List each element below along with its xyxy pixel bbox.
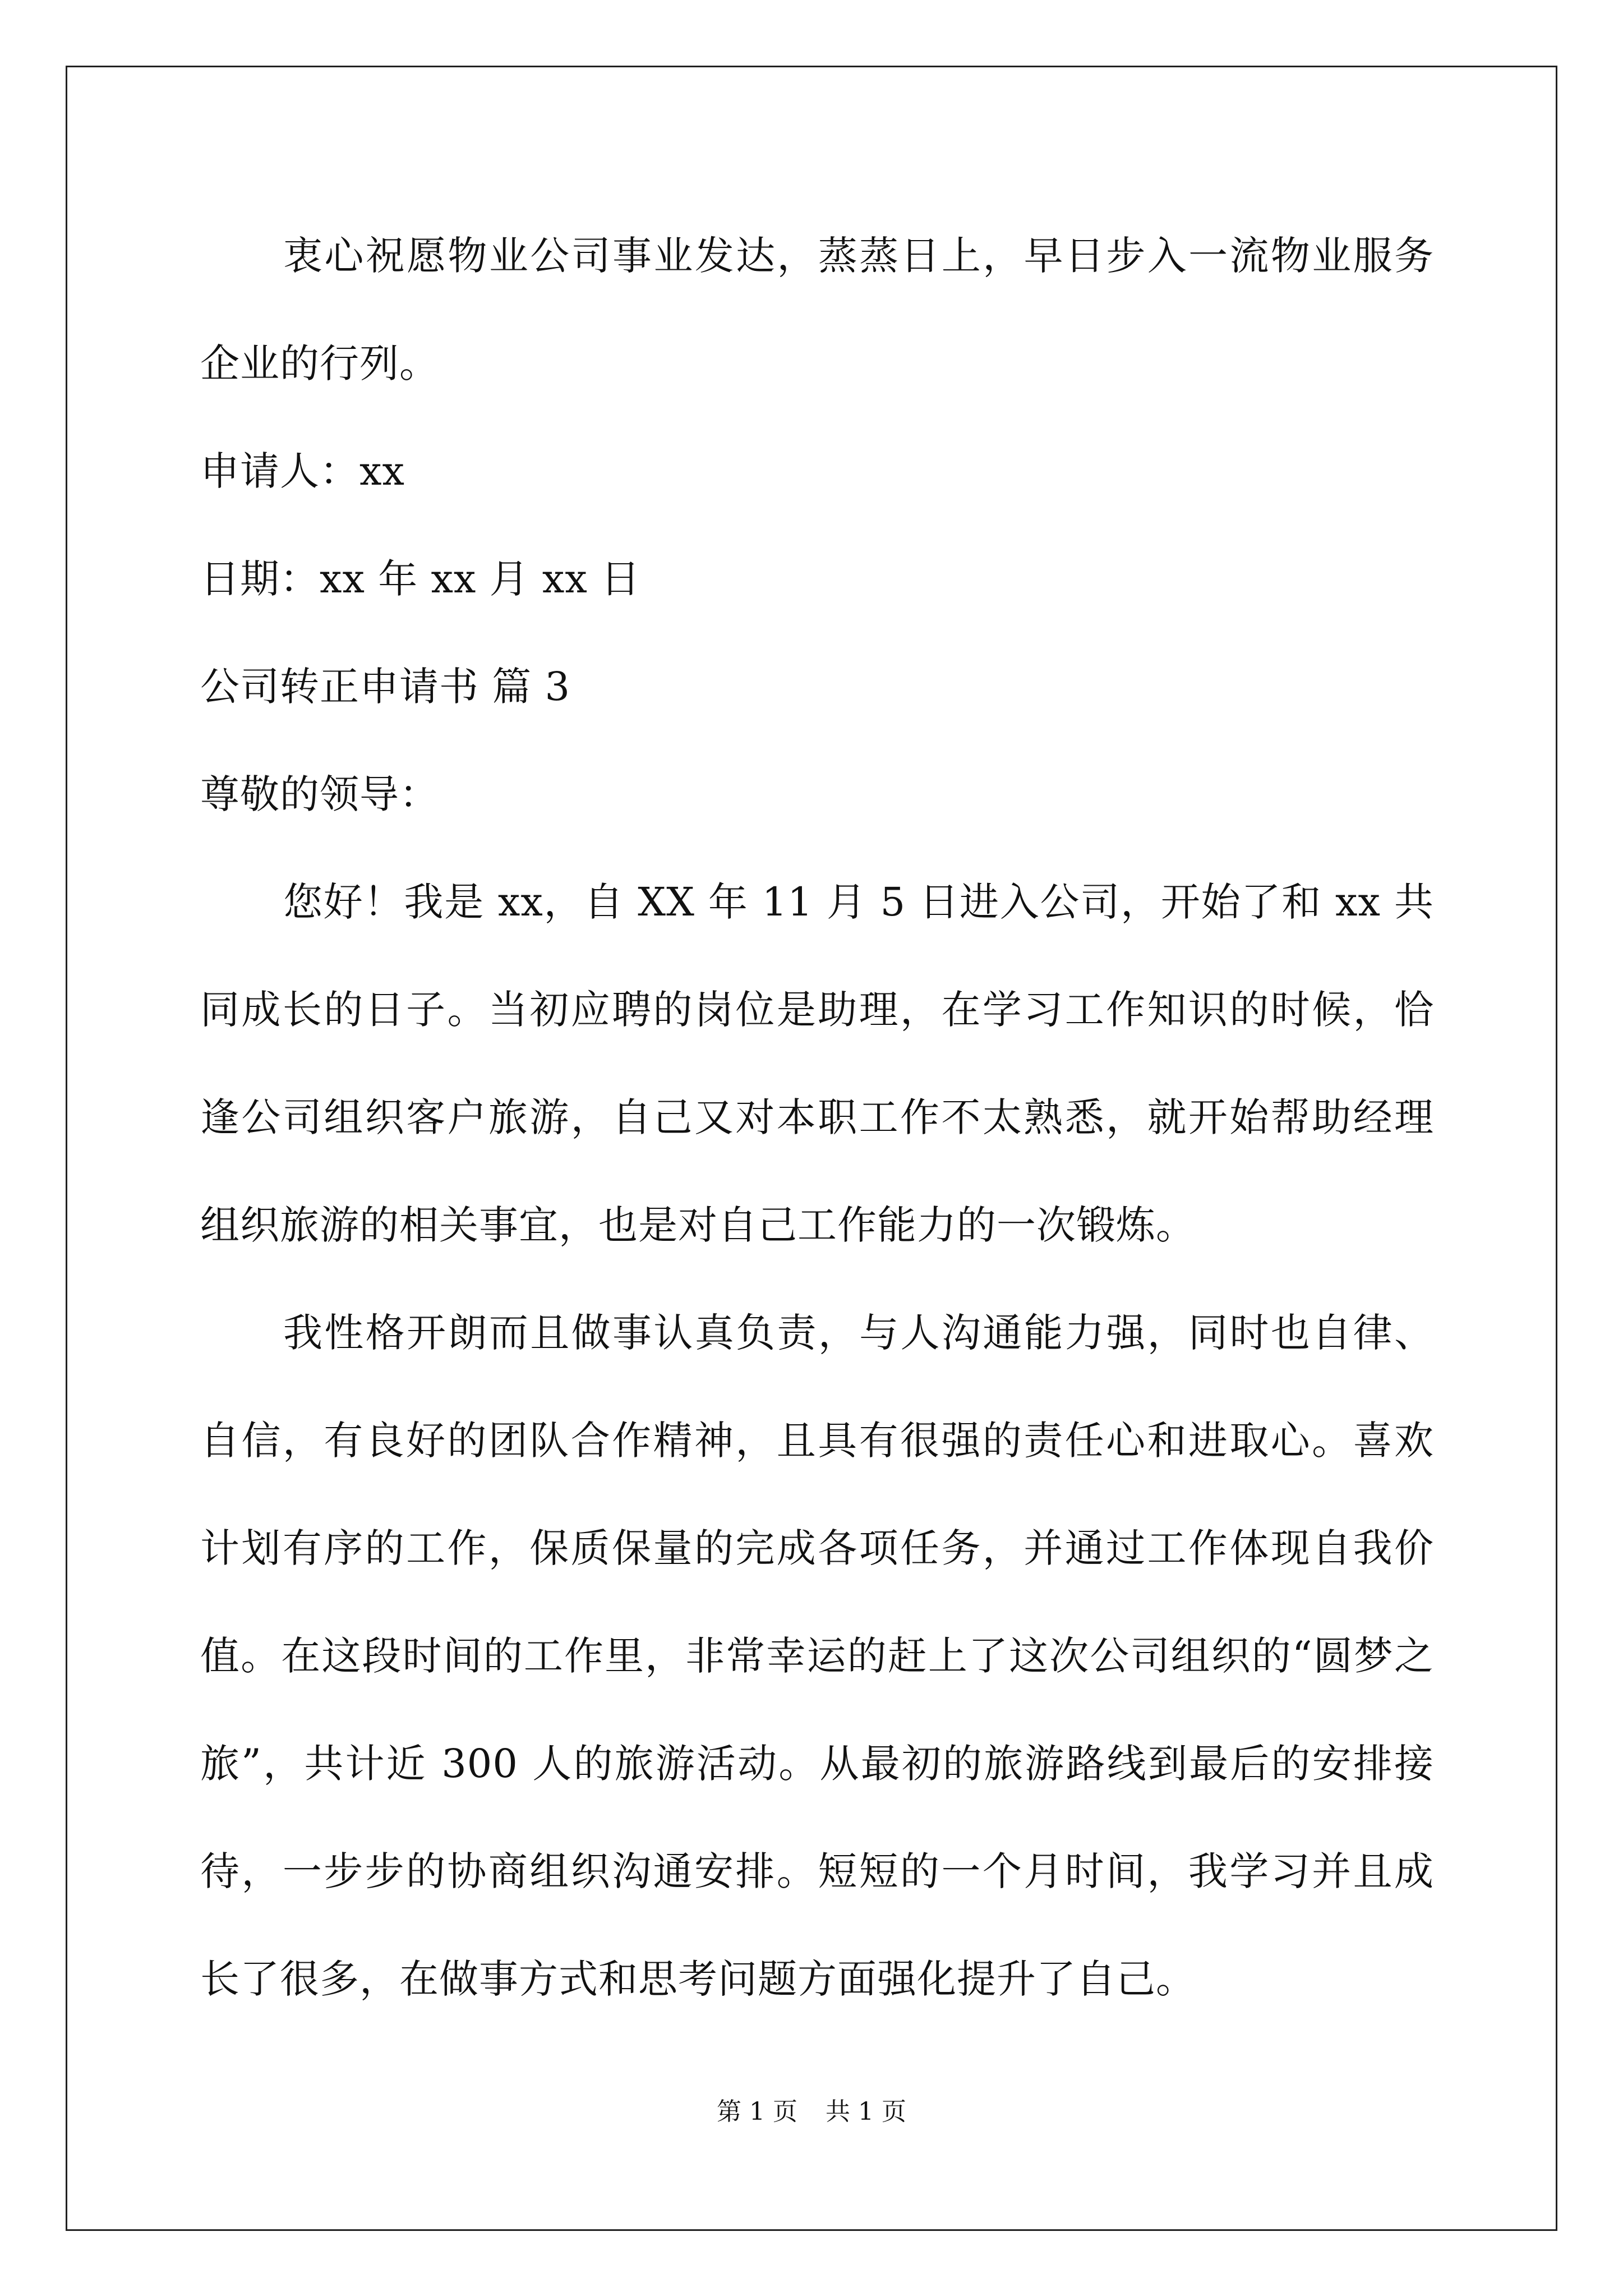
closing-wish-paragraph: 衷心祝愿物业公司事业发达，蒸蒸日上，早日步入一流物业服务企业的行列。 bbox=[200, 233, 1434, 386]
salutation: 尊敬的领导： bbox=[200, 771, 439, 817]
section-title: 公司转正申请书 篇 3 bbox=[200, 664, 571, 710]
applicant-line: 申请人：xx bbox=[200, 448, 405, 494]
date-line: 日期：xx 年 xx 月 xx 日 bbox=[200, 556, 641, 602]
page-footer bbox=[0, 2095, 1623, 2129]
intro-paragraph: 您好！我是 xx，自 XX 年 11 月 5 日进入公司，开始了和 xx 共同成长的日子。当初应聘的岗位是助理，在学习工作知识的时候，恰逢公司组织客户旅游，自己又对本职工作不太熟悉，就开始帮助经理组织旅游的相关事宜，也是对自己工作能力的一次锻炼。 bbox=[200, 879, 1434, 1248]
self-assessment-paragraph: 我性格开朗而且做事认真负责，与人沟通能力强，同时也自律、自信，有良好的团队合作精神，且具有很强的责任心和进取心。喜欢计划有序的工作，保质保量的完成各项任务，并通过工作体现自我价值。在这段时间的工作里，非常幸运的赶上了这次公司组织的“圆梦之旅”，共计近 300 人的旅游活动。从最初的旅游路线到最后的安排接待，一步步的协商组织沟通安排。短短的一个月时间，我学习并且成长了很多，在做事方式和思考问题方面强化提升了自己。 bbox=[200, 1310, 1434, 2002]
document-body bbox=[200, 202, 1434, 2033]
page-total: 共 1 页 bbox=[826, 2097, 906, 2126]
page-number: 第 1 页 bbox=[717, 2097, 797, 2126]
